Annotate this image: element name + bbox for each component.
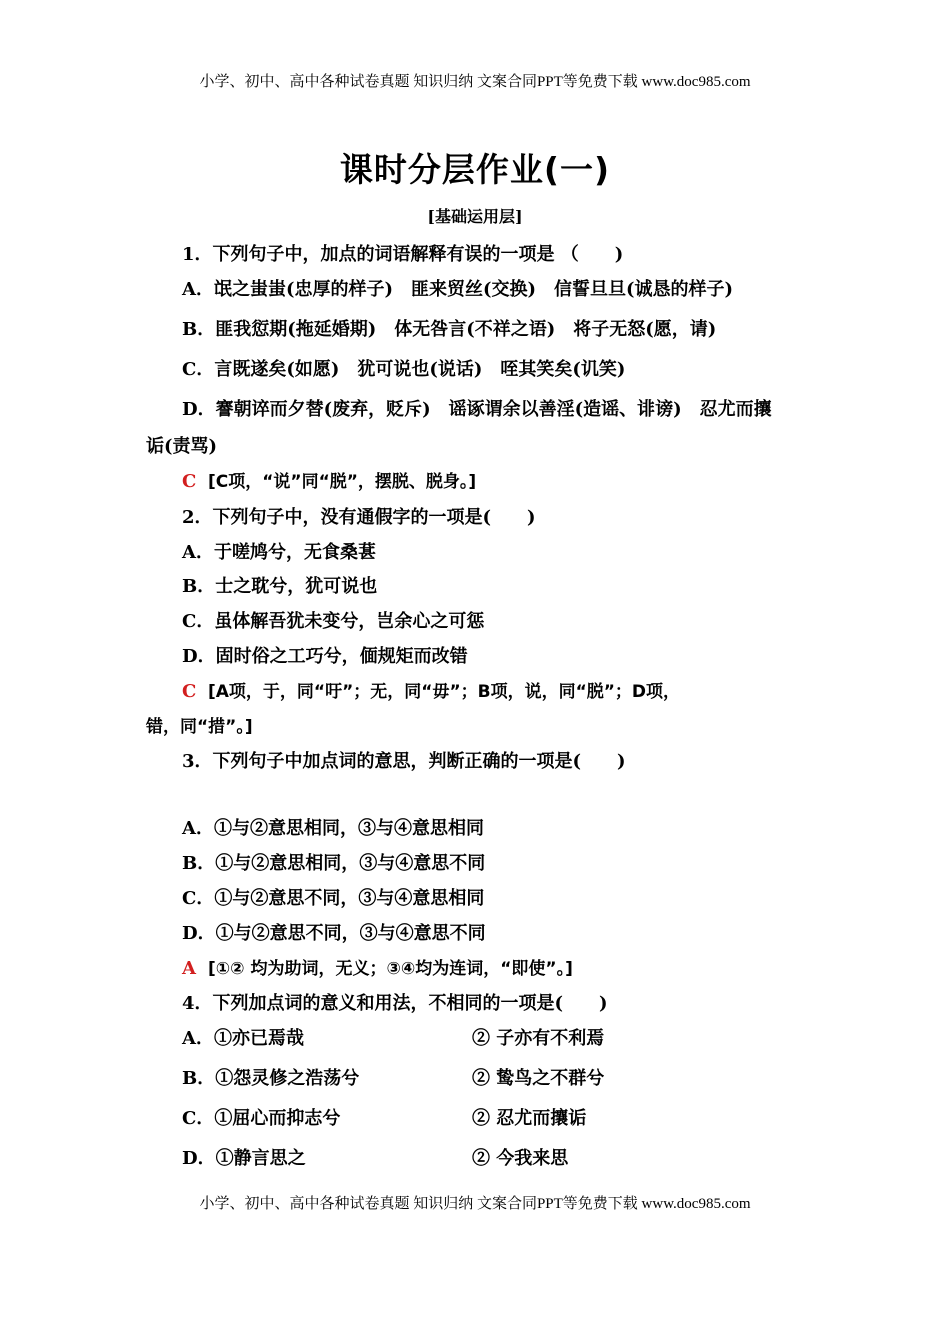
q2-stem: 2．下列句子中，没有通假字的一项是( ): [182, 507, 536, 528]
q2-explanation: [A项，于，同“吁”；无，同“毋”；B项，说，同“脱”；D项，: [208, 682, 681, 702]
q1-option-d-cont: 诟(责骂): [146, 436, 218, 457]
q4-option-d-right: ② 今我来思: [472, 1148, 569, 1169]
q1-option-d: D．謇朝谇而夕替(废弃，贬斥) 谣诼谓余以善淫(造谣、诽谤) 忍尤而攘: [182, 399, 772, 420]
q4-option-c-left: C．①屈心而抑志兮: [182, 1108, 341, 1129]
q4-option-b-right: ② 鸷鸟之不群兮: [472, 1068, 605, 1089]
q2-option-a: A．于嗟鸠兮，无食桑葚: [182, 542, 376, 563]
q2-answer: C: [182, 681, 197, 702]
q2-explanation-cont-text: 错，同“措”。]: [146, 717, 253, 737]
q4-option-d-left: D．①静言思之: [182, 1148, 306, 1169]
q2-explanation-cont: [146, 712, 253, 737]
q4-option-b-left: B．①怨灵修之浩荡兮: [182, 1068, 360, 1089]
q4-option-a-right: ② 子亦有不利焉: [472, 1028, 605, 1049]
page-header: 小学、初中、高中各种试卷真题 知识归纳 文案合同PPT等免费下载 www.doc985.com: [199, 74, 751, 90]
q4-stem: 4．下列加点词的意义和用法，不相同的一项是( ): [182, 993, 608, 1014]
section-label: [基础运用层]: [427, 207, 523, 226]
q1-option-c: C．言既遂矣(如愿) 犹可说也(说话) 咥其笑矣(讥笑): [182, 359, 626, 380]
q3-option-b: B．①与②意思相同，③与④意思不同: [182, 853, 486, 874]
q2-answer-line: [182, 677, 680, 702]
page-title: 课时分层作业(一): [339, 150, 611, 189]
q2-option-c: C．虽体解吾犹未变兮，岂余心之可惩: [182, 611, 485, 632]
q1-answer-line: [182, 467, 476, 492]
q3-stem: 3．下列句子中加点词的意思，判断正确的一项是( ): [182, 751, 626, 772]
q3-answer: A: [182, 958, 196, 979]
q1-explanation: [C项，“说”同“脱”，摆脱、脱身。]: [208, 472, 477, 492]
page-footer: 小学、初中、高中各种试卷真题 知识归纳 文案合同PPT等免费下载 www.doc985.com: [199, 1196, 751, 1212]
q3-option-d: D．①与②意思不同，③与④意思不同: [182, 923, 486, 944]
q4-option-a-left: A．①亦已焉哉: [182, 1028, 304, 1049]
q1-option-a: A．氓之蚩蚩(忠厚的样子) 匪来贸丝(交换) 信誓旦旦(诚恳的样子): [182, 279, 734, 300]
q1-answer: C: [182, 471, 197, 492]
q3-option-a: A．①与②意思相同，③与④意思相同: [182, 818, 484, 839]
q2-option-b: B．士之耽兮，犹可说也: [182, 576, 378, 597]
q4-option-c-right: ② 忍尤而攘诟: [472, 1108, 587, 1129]
q1-stem: 1．下列句子中，加点的词语解释有误的一项是 （ ): [182, 244, 624, 265]
q1-option-b: B．匪我愆期(拖延婚期) 体无咎言(不祥之语) 将子无怒(愿，请): [182, 319, 717, 340]
q2-option-d: D．固时俗之工巧兮，偭规矩而改错: [182, 646, 468, 667]
q3-answer-line: [182, 954, 573, 979]
q3-option-c: C．①与②意思不同，③与④意思相同: [182, 888, 485, 909]
q3-explanation: [①② 均为助词，无义；③④均为连词，“即使”。]: [208, 959, 573, 979]
